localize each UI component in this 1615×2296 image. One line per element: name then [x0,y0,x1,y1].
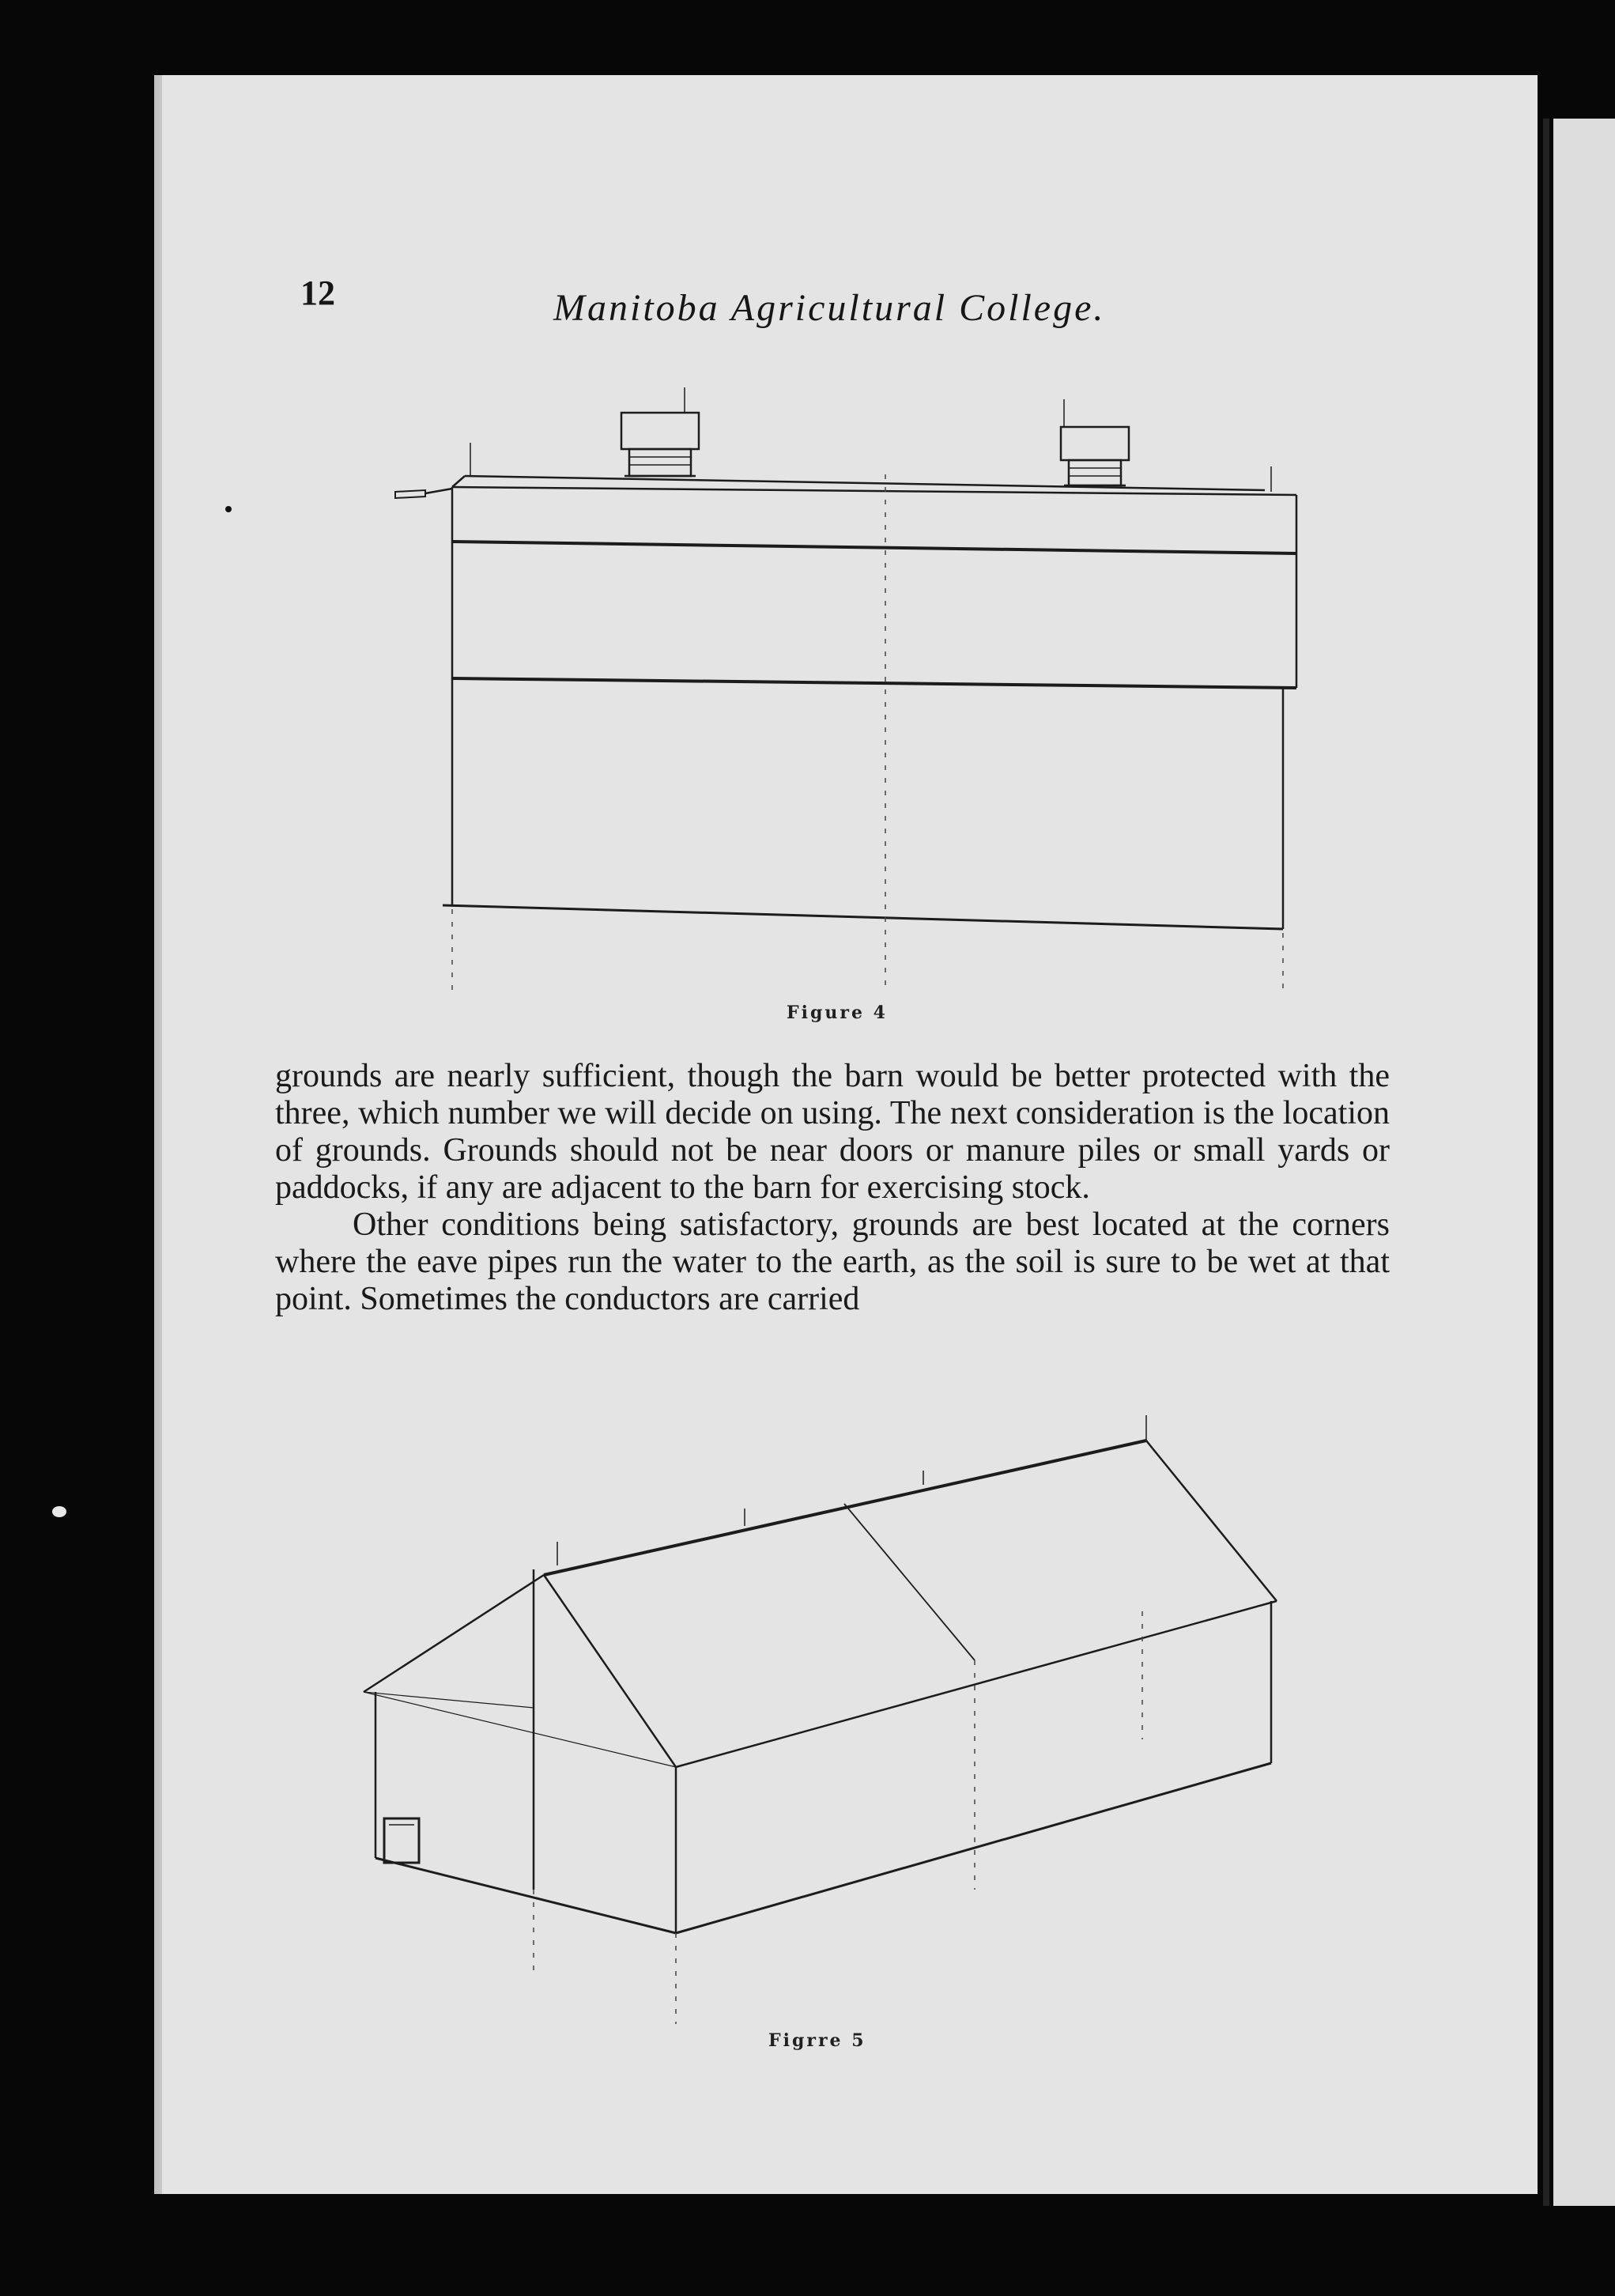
figure-4-barn-elevation [379,387,1328,1004]
page-edge [1543,119,1549,2206]
figure-5-caption: Figrre 5 [768,2030,866,2051]
facing-page-edge [1553,119,1615,2206]
paragraph-2: Other conditions being satisfactory, grounds are best located at the corners where the eave pipes run the water to the earth, as the soil is sure to be wet at that point. Sometimes the conductors are carried [275,1207,1390,1317]
page-number: 12 [300,274,335,312]
body-text [275,1058,1390,1318]
ink-speck [225,506,232,512]
figure-5-barn-perspective [348,1407,1296,2040]
ink-speck [52,1506,66,1517]
figure-4-caption: Figure 4 [787,1003,888,1023]
paragraph-1: grounds are nearly sufficient, though the barn would be better protected with the three, which number we will decide on using. The next consideration is the location of grounds. Grounds should not be near doors or manure piles or small yards or paddocks, if any are adjacent to the barn for exercising stock. [275,1058,1390,1206]
running-head: Manitoba Agricultural College. [553,287,1106,329]
